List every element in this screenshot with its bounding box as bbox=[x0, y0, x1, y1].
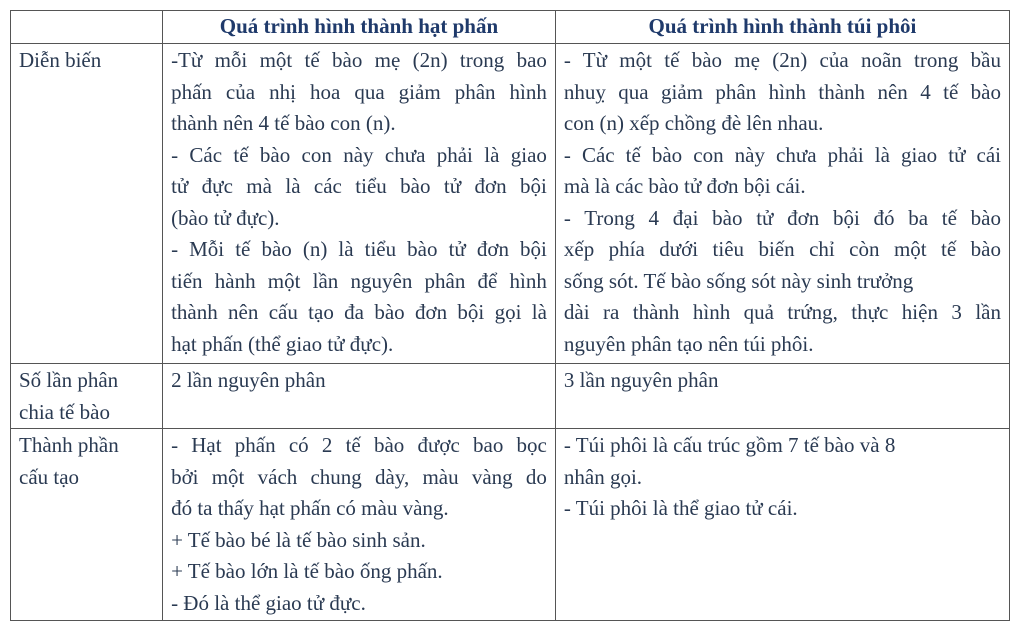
cell-line: - Hạt phấn có 2 tế bào được bao bọc bbox=[171, 433, 547, 457]
cell-pollen-process bbox=[163, 44, 556, 364]
cell-line: thành nên 4 tế bào con (n). bbox=[171, 111, 396, 135]
cell-line: tiến hành một lần nguyên phân để hình bbox=[171, 268, 547, 293]
row-label-process bbox=[11, 44, 163, 364]
table-row-process bbox=[11, 44, 1010, 364]
cell-line: mà là các bào tử đơn bội cái. bbox=[563, 174, 806, 198]
header-empty-cell bbox=[11, 11, 163, 44]
cell-pollen-composition bbox=[163, 429, 556, 621]
cell-line: nhân gọi. bbox=[563, 464, 643, 489]
cell-line: nguyên phân tạo nên túi phôi. bbox=[563, 331, 814, 356]
cell-line: + Tế bào lớn là tế bào ống phấn. bbox=[171, 559, 443, 583]
cell-line: - Mỗi tế bào (n) là tiểu bào tử đơn bội bbox=[171, 237, 547, 261]
cell-line: hạt phấn (thể giao tử đực). bbox=[171, 331, 394, 356]
cell-line: - Từ một tế bào mẹ (2n) của noãn trong bầu bbox=[563, 48, 1001, 72]
row-label-line: Thành phần bbox=[19, 433, 119, 457]
cell-pollen-division-count bbox=[163, 364, 556, 429]
cell-line: sống sót. Tế bào sống sót này sinh trưởng bbox=[563, 268, 914, 293]
cell-line: (bào tử đực). bbox=[171, 205, 280, 230]
comparison-document bbox=[10, 10, 1010, 619]
cell-line: thành nên cấu tạo đa bào đơn bội gọi là bbox=[171, 300, 547, 324]
row-label-line: Số lần phân bbox=[19, 368, 119, 392]
cell-line: - Túi phôi là thể giao tử cái. bbox=[563, 496, 798, 520]
cell-line: dài ra thành hình quả trứng, thực hiện 3 lần bbox=[563, 300, 1001, 324]
row-label-line: chia tế bào bbox=[19, 399, 110, 424]
cell-line: xếp phía dưới tiêu biến chỉ còn một tế bào bbox=[563, 237, 1001, 261]
cell-line: 3 lần nguyên phân bbox=[563, 368, 719, 392]
cell-line: nhuỵ qua giảm phân hình thành nên 4 tế bào bbox=[563, 79, 1001, 104]
row-label-line: Diễn biến bbox=[19, 48, 102, 72]
cell-embryo-sac-division-count bbox=[555, 364, 1009, 429]
cell-line: phấn của nhị hoa qua giảm phân hình bbox=[171, 79, 547, 104]
cell-line: 2 lần nguyên phân bbox=[171, 368, 326, 392]
row-label-composition bbox=[11, 429, 163, 621]
cell-line: -Từ mỗi một tế bào mẹ (2n) trong bao bbox=[171, 48, 547, 72]
header-pollen-formation: Quá trình hình thành hạt phấn bbox=[163, 11, 556, 44]
cell-line: - Trong 4 đại bào tử đơn bội đó ba tế bào bbox=[563, 205, 1001, 230]
cell-line: - Đó là thể giao tử đực. bbox=[171, 590, 366, 615]
row-label-division-count bbox=[11, 364, 163, 429]
row-label-line: cấu tạo bbox=[19, 464, 80, 489]
cell-line: đó ta thấy hạt phấn có màu vàng. bbox=[171, 496, 449, 520]
cell-embryo-sac-composition bbox=[555, 429, 1009, 621]
table-row-division-count bbox=[11, 364, 1010, 429]
cell-line: tử đực mà là các tiểu bào tử đơn bội bbox=[171, 174, 547, 198]
cell-line: + Tế bào bé là tế bào sinh sản. bbox=[171, 527, 426, 552]
cell-line: - Các tế bào con này chưa phải là giao tử cái bbox=[563, 142, 1001, 167]
cell-line: con (n) xếp chồng đè lên nhau. bbox=[563, 111, 824, 135]
cell-line: - Túi phôi là cấu trúc gồm 7 tế bào và 8 bbox=[563, 433, 896, 457]
cell-line: - Các tế bào con này chưa phải là giao bbox=[171, 142, 547, 167]
cell-embryo-sac-process bbox=[555, 44, 1009, 364]
header-embryo-sac-formation: Quá trình hình thành túi phôi bbox=[555, 11, 1009, 44]
table-row-composition bbox=[11, 429, 1010, 621]
header-row bbox=[11, 11, 1010, 44]
cell-line: bởi một vách chung dày, màu vàng do bbox=[171, 464, 547, 489]
comparison-table bbox=[10, 10, 1010, 621]
